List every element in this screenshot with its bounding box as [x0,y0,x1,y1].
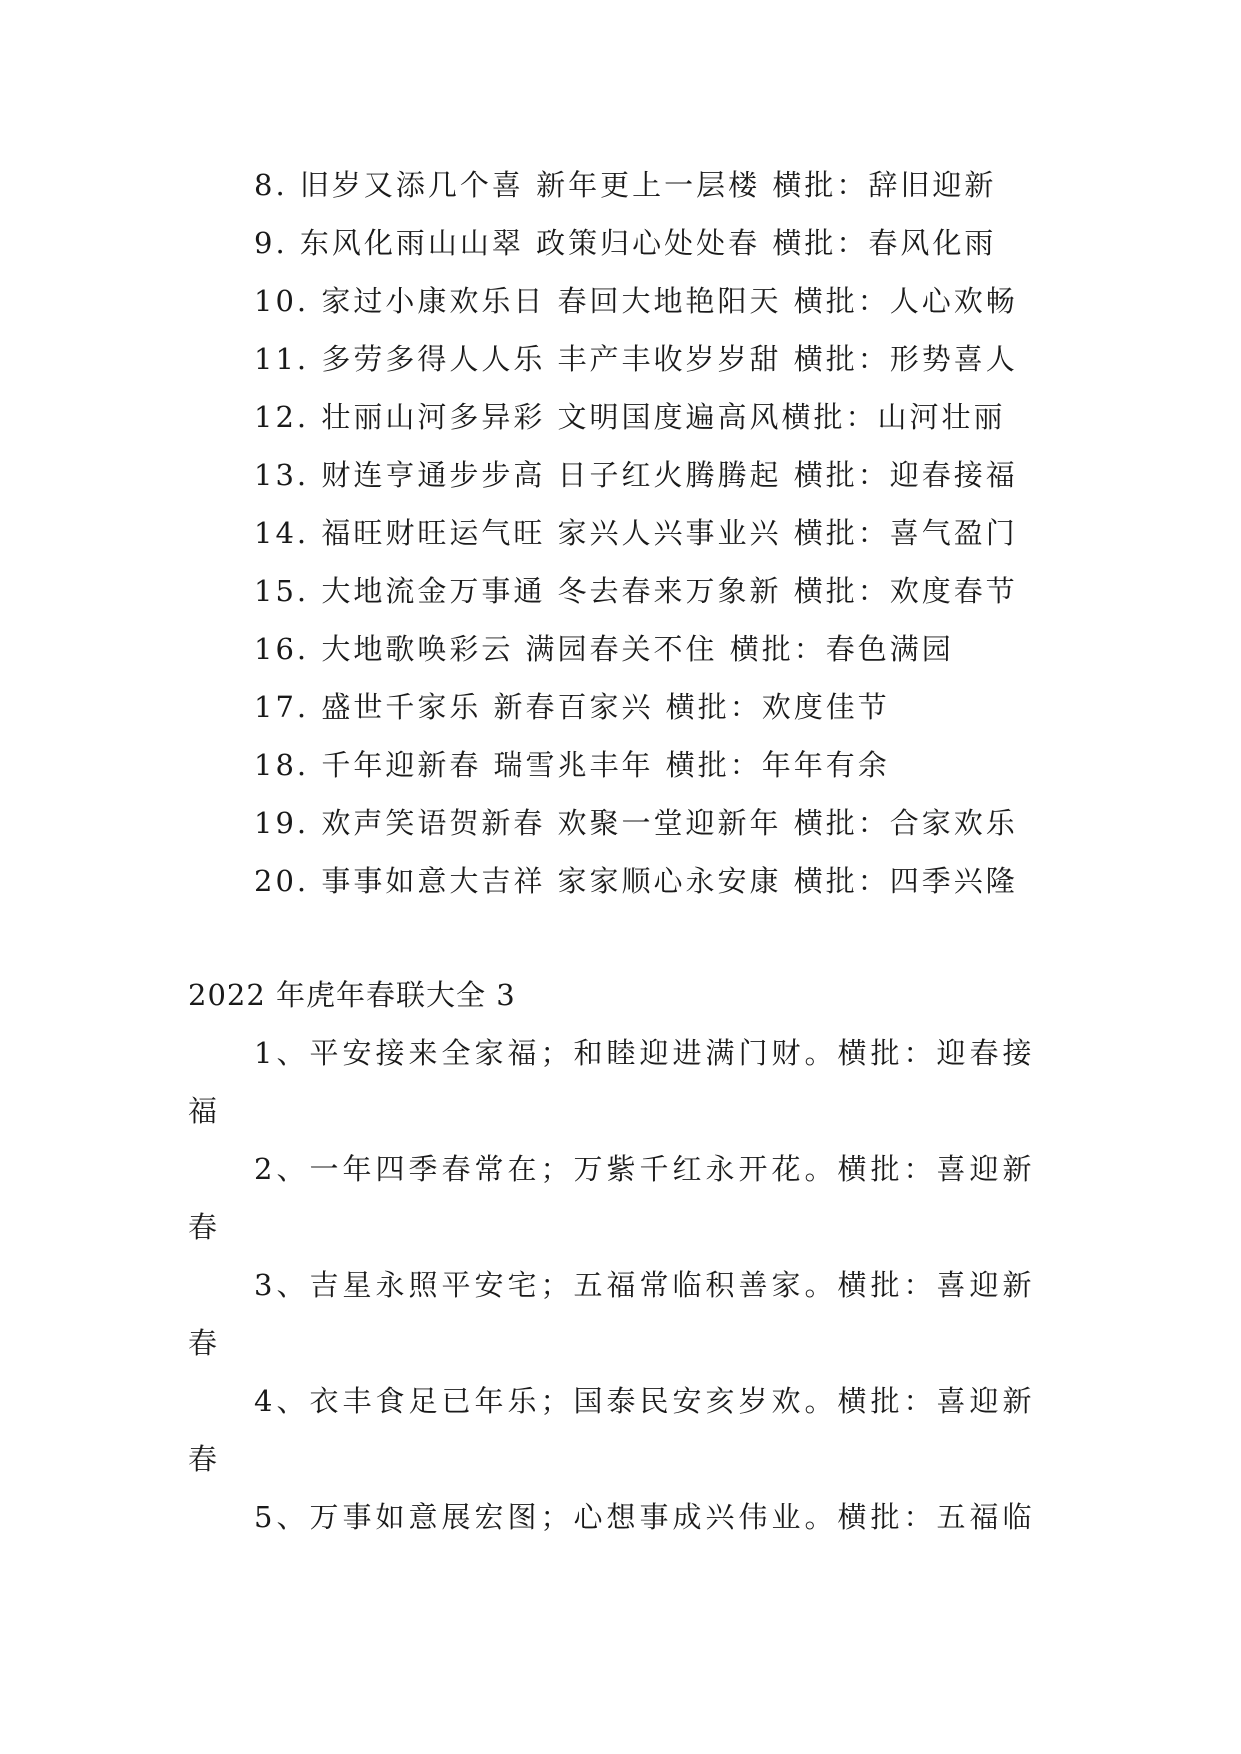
list-item: 13. 财连亨通步步高 日子红火腾腾起 横批：迎春接福 [254,458,1018,492]
list-item: 20. 事事如意大吉祥 家家顺心永安康 横批：四季兴隆 [254,864,1018,898]
list-item: 12. 壮丽山河多异彩 文明国度遍高风横批：山河壮丽 [254,400,1006,434]
couplet-paragraph: 5、万事如意展宏图；心想事成兴伟业。横批：五福临 [254,1500,1036,1534]
list-item: 16. 大地歌唤彩云 满园春关不住 横批：春色满园 [254,632,954,666]
couplet-paragraph: 3、吉星永照平安宅；五福常临积善家。横批：喜迎新春 [188,1268,1036,1360]
list-item: 14. 福旺财旺运气旺 家兴人兴事业兴 横批：喜气盈门 [254,516,1018,550]
list-item: 18. 千年迎新春 瑞雪兆丰年 横批：年年有余 [254,748,890,782]
section-title: 2022 年虎年春联大全 3 [188,978,516,1012]
couplet-numbered-list [254,156,1054,910]
couplet-paragraph: 1、平安接来全家福；和睦迎进满门财。横批：迎春接福 [188,1036,1036,1128]
list-item: 19. 欢声笑语贺新春 欢聚一堂迎新年 横批：合家欢乐 [254,806,1018,840]
list-item: 17. 盛世千家乐 新春百家兴 横批：欢度佳节 [254,690,890,724]
list-item: 11. 多劳多得人人乐 丰产丰收岁岁甜 横批：形势喜人 [254,342,1018,376]
couplet-section [188,966,1058,1546]
list-item: 9. 东风化雨山山翠 政策归心处处春 横批：春风化雨 [254,226,997,260]
list-item: 10. 家过小康欢乐日 春回大地艳阳天 横批：人心欢畅 [254,284,1018,318]
couplet-paragraph: 4、衣丰食足已年乐；国泰民安亥岁欢。横批：喜迎新春 [188,1384,1036,1476]
list-item: 8. 旧岁又添几个喜 新年更上一层楼 横批：辞旧迎新 [254,168,997,202]
list-item: 15. 大地流金万事通 冬去春来万象新 横批：欢度春节 [254,574,1018,608]
couplet-paragraph: 2、一年四季春常在；万紫千红永开花。横批：喜迎新春 [188,1152,1036,1244]
